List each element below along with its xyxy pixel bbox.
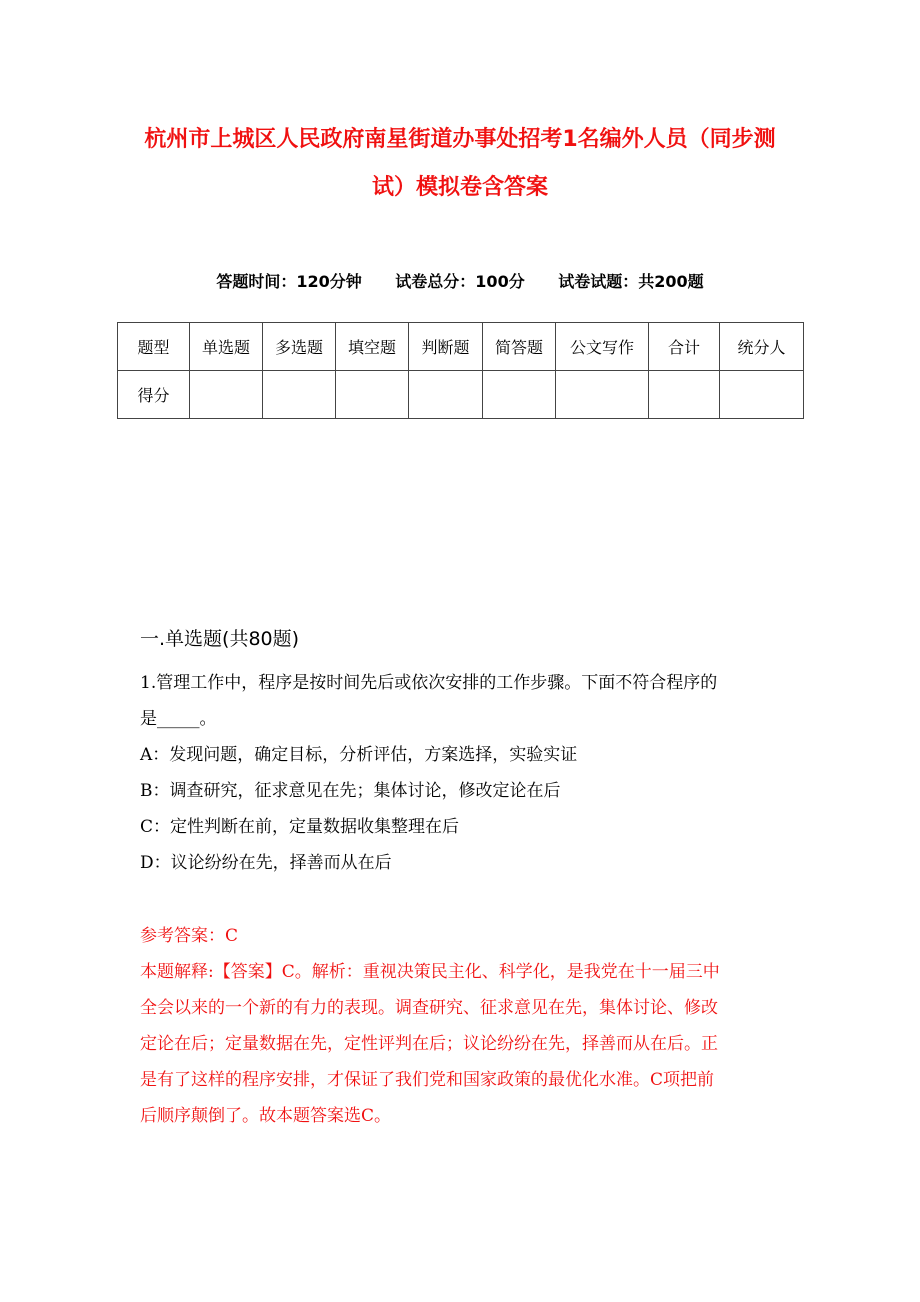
score-cell [263, 371, 336, 419]
explanation-line: 是有了这样的程序安排，才保证了我们党和国家政策的最优化水准。C项把前 [140, 1070, 715, 1090]
score-table [117, 322, 804, 419]
explanation-line: 本题解释:【答案】C。解析：重视决策民主化、科学化，是我党在十一届三中 [140, 962, 720, 982]
header-cell: 题型 [118, 323, 190, 371]
exam-question-count: 试卷试题：共200题 [558, 272, 704, 291]
explanation-line: 全会以来的一个新的有力的表现。调查研究、征求意见在先，集体讨论、修改 [140, 998, 718, 1018]
score-cell [336, 371, 409, 419]
document-title-line2: 试）模拟卷含答案 [371, 175, 548, 200]
score-cell [409, 371, 483, 419]
score-cell [483, 371, 556, 419]
score-cell [720, 371, 804, 419]
exam-time: 答题时间：120分钟 [216, 272, 362, 291]
header-cell: 合计 [649, 323, 720, 371]
document-title-line1: 杭州市上城区人民政府南星街道办事处招考1名编外人员（同步测 [144, 127, 776, 152]
exam-meta [0, 269, 920, 292]
option-d: D：议论纷纷在先，择善而从在后 [140, 853, 392, 873]
score-cell [556, 371, 649, 419]
explanation-line: 定论在后；定量数据在先，定性评判在后；议论纷纷在先，择善而从在后。正 [140, 1034, 718, 1054]
score-cell [649, 371, 720, 419]
header-cell: 简答题 [483, 323, 556, 371]
header-cell: 填空题 [336, 323, 409, 371]
score-row [118, 371, 804, 419]
question-text: 是_____。 [140, 709, 217, 729]
section-heading: 一.单选题(共80题) [140, 628, 300, 650]
option-a: A：发现问题，确定目标，分析评估，方案选择，实验实证 [140, 745, 578, 765]
header-cell: 单选题 [190, 323, 263, 371]
header-cell: 判断题 [409, 323, 483, 371]
question-text: 1.管理工作中，程序是按时间先后或依次安排的工作步骤。下面不符合程序的 [140, 673, 718, 693]
option-c: C：定性判断在前，定量数据收集整理在后 [140, 817, 460, 837]
reference-answer: 参考答案：C [140, 926, 239, 946]
explanation-line: 后顺序颠倒了。故本题答案选C。 [140, 1106, 392, 1126]
header-cell: 统分人 [720, 323, 804, 371]
exam-total-score: 试卷总分：100分 [395, 272, 525, 291]
score-cell [190, 371, 263, 419]
header-cell: 公文写作 [556, 323, 649, 371]
score-table-header [118, 323, 804, 371]
option-b: B：调查研究，征求意见在先；集体讨论，修改定论在后 [140, 781, 561, 801]
header-cell: 多选题 [263, 323, 336, 371]
row-label: 得分 [118, 371, 190, 419]
